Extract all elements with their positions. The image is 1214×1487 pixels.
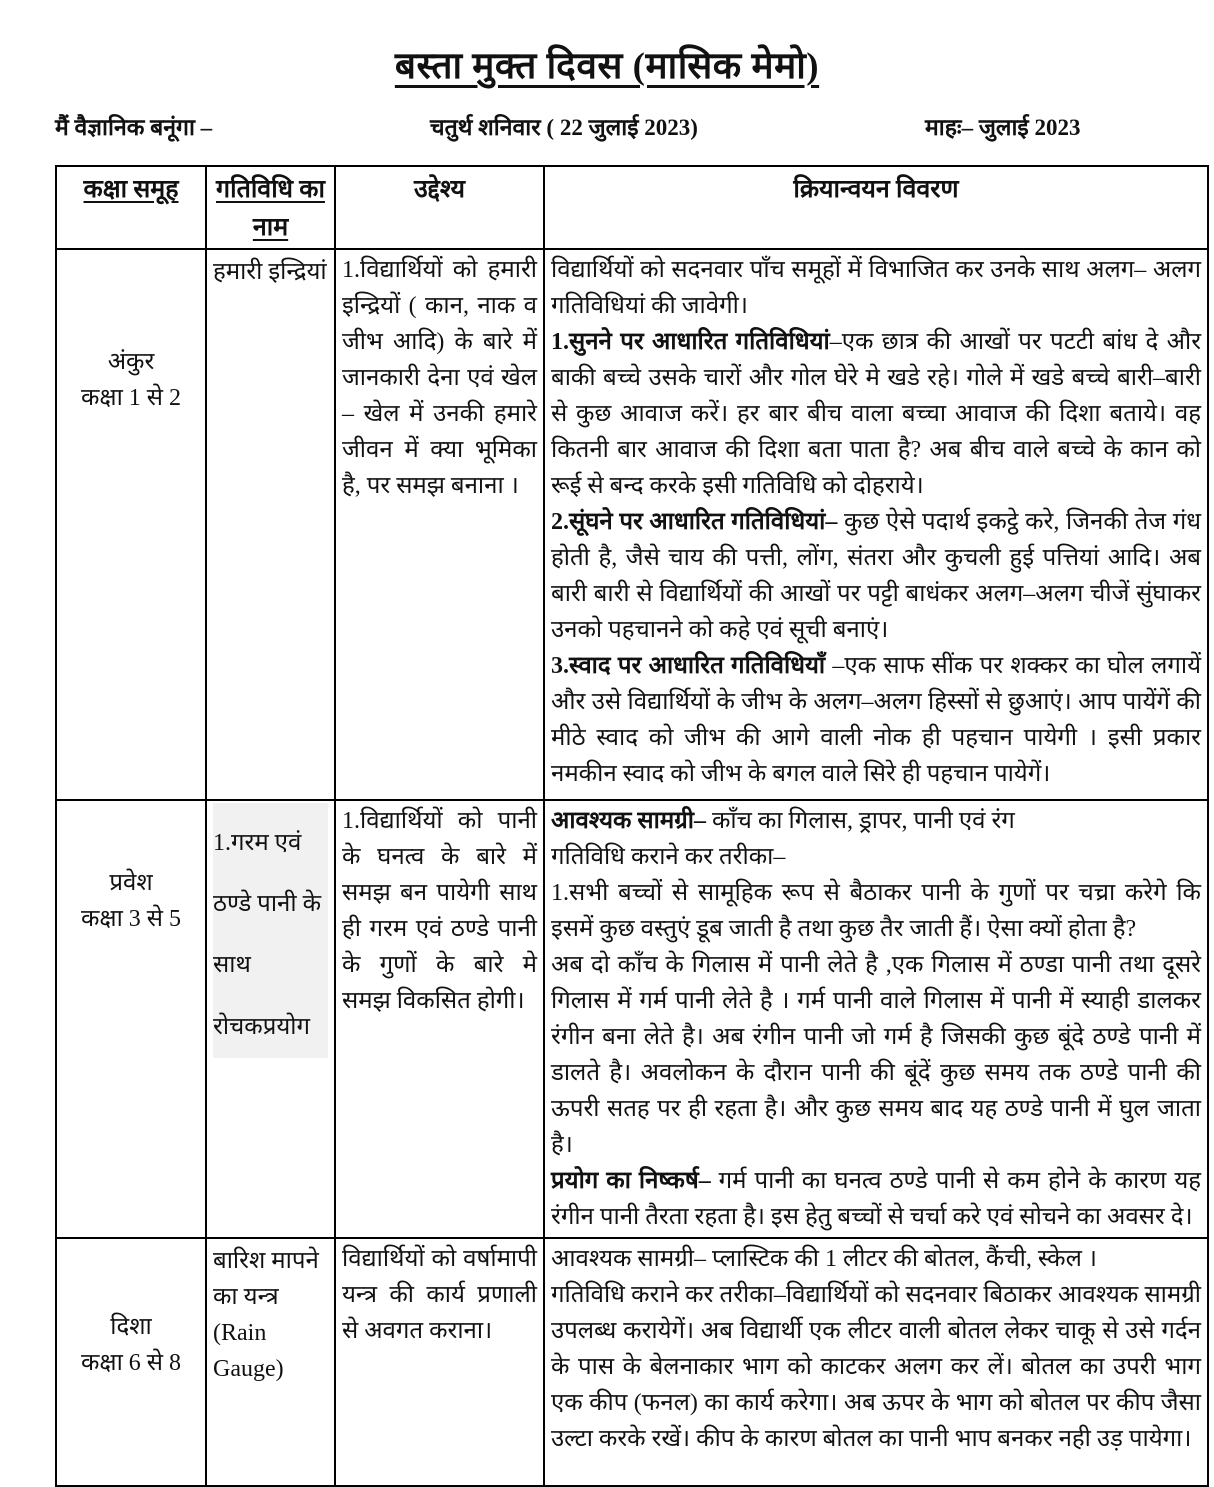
table-row [56,800,1208,1238]
class-group-line: अंकुर [107,349,155,375]
cell-activity-name [206,1238,335,1486]
activity-name-text: हमारी इन्द्रियां [213,259,327,285]
memo-table [55,165,1209,1487]
cell-objective [335,1238,544,1486]
details-run: विद्यार्थियों को सदनवार पाँच समूहों में विभाजित कर उनके साथ अलग– अलग गतिविधियां की जावेगी। [551,257,1201,319]
column-header-details: क्रियान्वयन विवरण [544,166,1208,249]
class-group-line: कक्षा 1 से 2 [80,385,182,411]
details-run: अब दो काँच के गिलास में पानी लेते है ,एक गिलास में ठण्डा पानी तथा दूसरे गिलास में गर्म पानी लेते है । गर्म पानी वाले गिलास में पानी में स्याही डालकर रंगीन बना लेते है। अब रंगीन पानी जो गर्म है जिसकी कुछ बूंदे ठण्डे पानी में डालते है। अवलोकन के दौरान पानी की बूंदें कुछ समय तक ठण्डे पानी की ऊपरी सतह पर ही रहता है। और कुछ समय बाद यह ठण्डे पानी में घुल जाता है। [551,952,1201,1158]
details-paragraph [551,252,1201,324]
details-paragraph [551,324,1201,504]
class-group-line: प्रवेश [109,870,153,896]
subtitle-center: चतुर्थ शनिवार ( 22 जुलाई 2023) [430,115,698,140]
cell-activity-name [206,249,335,800]
details-paragraph [551,875,1201,947]
details-run: आवश्यक सामग्री– प्लास्टिक की 1 लीटर की बोतल, कैंची, स्केल । [551,1246,1097,1272]
cell-class-group [56,800,206,1238]
memo-table-body [56,249,1208,1486]
activity-name-text: बारिश मापने का यन्त्र (Rain Gauge) [213,1248,319,1382]
details-paragraph [551,648,1201,792]
details-run: गतिविधि कराने कर तरीका–विद्यार्थियों को सदनवार बिठाकर आवश्यक सामग्री उपलब्ध करायेगें। अब विद्यार्थी एक लीटर वाली बोतल लेकर चाकू से उसे गर्दन के पास के बेलनाकार भाग को काटकर अलग कर लें। बोतल का उपरी भाग एक कीप (फनल) का कार्य करेगा। अब ऊपर के भाग को बोतल पर कीप जैसा उल्टा करके रखें। कीप के कारण बोतल का पानी भाप बनकर नही उड़ पायेगा। [551,1282,1201,1452]
class-group-line: कक्षा 3 से 5 [80,906,182,932]
cell-activity-name [206,800,335,1238]
page-title: बस्ता मुक्त दिवस (मासिक मेमो) [394,46,820,87]
details-run: काँच का गिलास, ड्रापर, पानी एवं रंग [705,808,1015,834]
cell-details [544,800,1208,1238]
details-run: –एक छात्र की आखों पर पटटी बांध दे और बाकी बच्चे उसके चारों और गोल घेरे मे खडे रहे। गोले में खडे बच्चे बारी–बारी से कुछ आवाज करें। हर बार बीच वाला बच्चा आवाज की दिशा बताये। वह कितनी बार आवाज की दिशा बता पाता है? अब बीच वाले बच्चे के कान को रूई से बन्द करके इसी गतिविधि को दोहराये। [551,329,1202,499]
details-run-bold: प्रयोग का निष्कर्ष– [551,1168,711,1194]
cell-class-group [56,249,206,800]
details-run-bold: 2.सूंघने पर आधारित गतिविधियां– [551,509,838,535]
column-header-activity-name: गतिविधि का नाम [206,166,335,249]
details-paragraph [551,1163,1201,1235]
table-header-row [56,166,1208,249]
objective-text: 1.विद्यार्थियों को पानी के घनत्व के बारे में समझ बन पायेगी साथ ही गरम एवं ठण्डे पानी के गुणों के बारे मे समझ विकसित होगी। [342,808,537,1014]
subtitle-left: मैं वैज्ञानिक बनूंगा – [55,115,213,140]
table-row [56,249,1208,800]
subtitle-right: माहः– जुलाई 2023 [925,115,1081,140]
class-group-line: कक्षा 6 से 8 [80,1350,182,1376]
details-paragraph [551,947,1201,1163]
objective-text: विद्यार्थियों को वर्षामापी यन्त्र की कार्य प्रणाली से अवगत कराना। [342,1246,537,1344]
class-group-line: दिशा [110,1314,152,1340]
cell-objective [335,249,544,800]
details-paragraph [551,839,1201,875]
table-row [56,1238,1208,1486]
details-run: –एक साफ सींक पर शक्कर का घोल लगायें और उसे विद्यार्थियों के जीभ के अलग–अलग हिस्सों से छुआएं। आप पायेंगें की मीठे स्वाद को जीभ की आगे वाली नोक ही पहचान पायेगी । इसी प्रकार नमकीन स्वाद को जीभ के बगल वाले सिरे ही पहचान पायेगें। [551,653,1201,787]
column-header-class-group: कक्षा समूह [56,166,206,249]
cell-details [544,249,1208,800]
details-run-bold: आवश्यक सामग्री– [551,808,706,834]
details-paragraph [551,504,1201,648]
details-run-bold: 1.सुनने पर आधारित गतिविधियां [551,329,830,355]
details-run: गर्म पानी का घनत्व ठण्डे पानी से कम होने के कारण यह रंगीन पानी तैरता रहता है। इस हेतु बच्चों से चर्चा करे एवं सोचने का अवसर दे। [551,1168,1201,1230]
cell-objective [335,800,544,1238]
details-paragraph [551,1277,1201,1457]
column-header-objective: उद्देश्य [335,166,544,249]
details-run: गतिविधि कराने कर तरीका– [551,844,786,870]
details-paragraph [551,1241,1201,1277]
objective-text: 1.विद्यार्थियों को हमारी इन्द्रियों ( कान, नाक व जीभ आदि) के बारे में जानकारी देना एवं खेल – खेल में उनकी हमारे जीवन में क्या भूमिका है, पर समझ बनाना । [342,257,537,499]
details-run: कुछ ऐसे पदार्थ इकट्ठे करे, जिनकी तेज गंध होती है, जैसे चाय की पत्ती, लोंग, संतरा और कुचली हुई पत्तियां आदि। अब बारी बारी से विद्यार्थियों की आखों पर पट्टी बाधंकर अलग–अलग चीजें सुंघाकर उनको पहचानने को कहे एवं सूची बनाएं। [551,509,1201,643]
cell-details [544,1238,1208,1486]
activity-name-text: 1.गरम एवं ठण्डे पानी के साथ रोचकप्रयोग [213,803,328,1058]
cell-class-group [56,1238,206,1486]
details-paragraph [551,803,1201,839]
details-run-bold: 3.स्वाद पर आधारित गतिविधियाँ [551,653,826,679]
subtitle-row [0,110,1214,144]
details-run: 1.सभी बच्चों से सामूहिक रूप से बैठाकर पानी के गुणों पर चच्रा करेगे कि इसमें कुछ वस्तुएं डूब जाती है तथा कुछ तैर जाती हैं। ऐसा क्यों होता है? [551,880,1201,942]
